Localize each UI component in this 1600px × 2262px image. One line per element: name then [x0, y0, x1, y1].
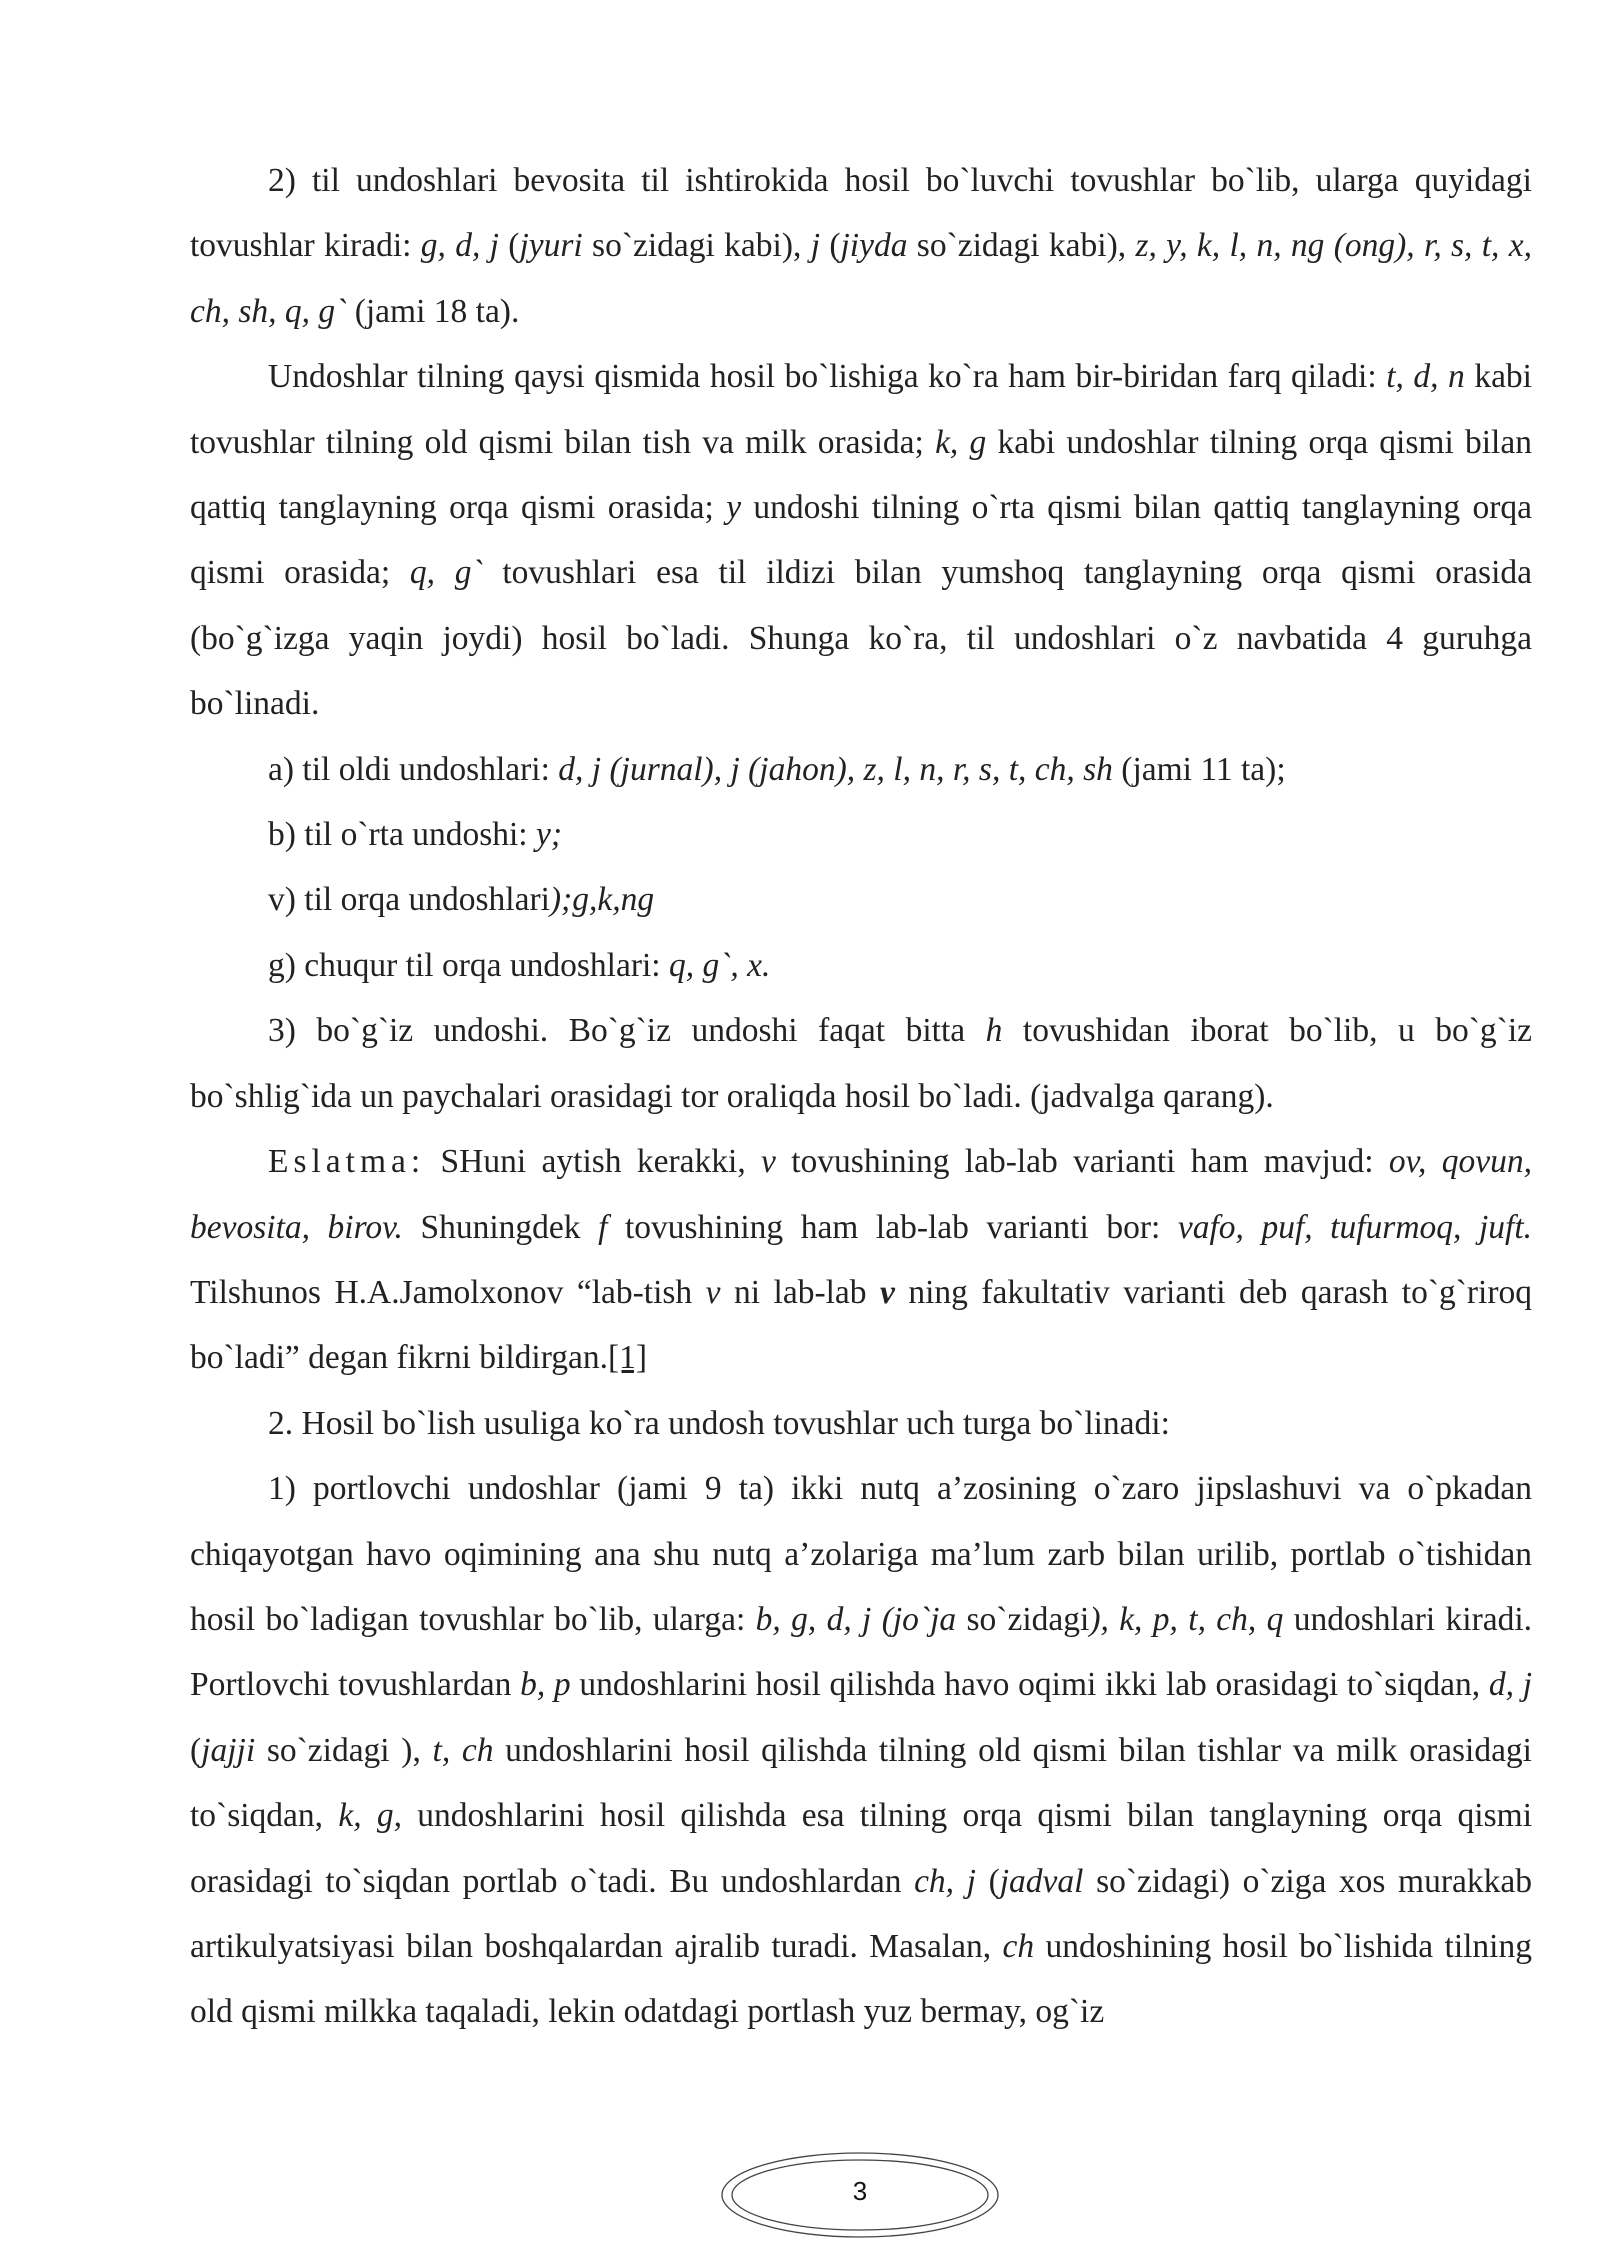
page-footer	[718, 2148, 1002, 2242]
page-number: 3	[852, 2176, 868, 2206]
text-run: ning fakultativ varianti deb qarash to`g`riroq bo`ladi” degan fikrni bildirgan.	[190, 1273, 1532, 1377]
text-run: kabi tovushlar tilning old qismi bilan tish va milk orasida;	[190, 358, 1532, 461]
list-item	[190, 867, 1532, 932]
text-run: (	[498, 227, 520, 265]
text-run: kabi undoshlar tilning orqa qismi bilan qattiq tanglayning orqa qismi orasida;	[190, 423, 1532, 527]
text-run: tovushining lab-lab varianti ham mavjud:	[775, 1143, 1389, 1181]
text-run: 2) til undoshlari bevosita til ishtirokida hosil bo`luvchi tovushlar bo`lib, ularga quyidagi tovushlar kiradi:	[190, 162, 1532, 265]
example-text: t, d, n	[1386, 358, 1465, 396]
example-text: b, g, d, j (jo`ja	[755, 1600, 957, 1638]
example-text: h	[985, 1012, 1003, 1050]
paragraph	[190, 148, 1532, 344]
example-text: ch	[1002, 1927, 1035, 1965]
note-paragraph	[190, 1129, 1532, 1391]
example-text: y	[726, 489, 742, 527]
example-text: ), k, p, t, ch, q	[1089, 1600, 1284, 1638]
example-text: d, j (jurnal), j (jahon), z, l, n, r, s, t, ch, sh	[558, 750, 1113, 788]
text-run: 1) portlovchi undoshlar (jami 9 ta) ikki nutq a’zosining o`zaro jipslashuvi va o`pkadan chiqayotgan havo oqimining ana shu nutq a’zolariga ma’lum zarb bilan urilib, portlab o`tishidan hosil bo`ladigan tovushlar bo`lib, ularga:	[190, 1470, 1532, 1638]
example-text: ch, j	[914, 1862, 976, 1900]
text-run: SHuni aytish kerakki,	[425, 1143, 762, 1181]
list-item	[190, 737, 1532, 802]
example-text: k, g,	[338, 1797, 402, 1835]
text-run: Shuningdek	[402, 1208, 599, 1246]
example-text: k, g	[935, 423, 987, 461]
text-run: undoshlarini hosil qilishda havo oqimi ikki lab orasidagi to`siqdan,	[570, 1666, 1489, 1704]
paragraph	[190, 1456, 1532, 2045]
list-item	[190, 933, 1532, 998]
text-run: g) chuqur til orqa undoshlari:	[268, 946, 669, 984]
text-run: so`zidagi kabi),	[907, 227, 1136, 265]
document-body	[190, 148, 1532, 2045]
text-run: so`zidagi kabi),	[582, 227, 811, 265]
example-text: jyuri	[519, 227, 583, 265]
text-run: v) til orqa undoshlari	[268, 881, 550, 919]
text-run: 2. Hosil bo`lish usuliga ko`ra undosh tovushlar uch turga bo`linadi:	[268, 1404, 1170, 1442]
example-text: v	[880, 1273, 895, 1311]
text-run: (	[975, 1862, 1000, 1900]
example-text: jajji	[201, 1731, 256, 1769]
text-run: so`zidagi	[956, 1600, 1090, 1638]
example-text: d, j	[1488, 1666, 1533, 1704]
text-run: undoshi tilning o`rta qismi bilan qattiq tanglayning orqa qismi orasida;	[190, 489, 1533, 592]
example-text: v	[705, 1273, 721, 1311]
text-run: (jami 11 ta);	[1112, 750, 1286, 788]
example-text: jiyda	[840, 227, 908, 265]
example-text: t, ch	[432, 1731, 494, 1769]
text-run: undoshlari kiradi. Portlovchi tovushlardan	[190, 1600, 1533, 1704]
example-text: q, g`, x.	[669, 946, 771, 984]
text-run: Tilshunos H.A.Jamolxonov “lab-tish	[190, 1273, 706, 1311]
example-text: b, p	[520, 1666, 571, 1704]
text-run: so`zidagi) o`ziga xos murakkab artikulyatsiyasi bilan boshqalardan ajralib turadi. Masalan,	[190, 1862, 1533, 1965]
paragraph	[190, 344, 1532, 736]
text-run: ni lab-lab	[720, 1273, 881, 1311]
text-run: (	[820, 227, 841, 265]
example-text: jadval	[999, 1862, 1084, 1900]
text-run: (	[190, 1731, 202, 1769]
example-text: g, d, j	[420, 227, 499, 265]
text-run: so`zidagi ),	[255, 1731, 433, 1769]
example-text: f	[598, 1208, 608, 1246]
example-text: vafo, puf, tufurmoq, juft.	[1177, 1208, 1532, 1246]
example-text: v	[761, 1143, 776, 1181]
text-run: undoshlarini hosil qilishda esa tilning orqa qismi bilan tanglayning orqa qismi orasidagi to`siqdan portlab o`tadi. Bu undoshlardan	[190, 1797, 1532, 1900]
list-item	[190, 802, 1532, 867]
text-run: tovushlari esa til ildizi bilan yumshoq tanglayning orqa qismi orasida (bo`g`izga yaqin joydi) hosil bo`ladi. Shunga ko`ra, til undoshlari o`z navbatida 4 guruhga bo`linadi.	[190, 554, 1532, 723]
example-text: q, g`	[409, 554, 483, 592]
text-run: (jami 18 ta).	[346, 292, 520, 330]
paragraph	[190, 1391, 1532, 1456]
example-text: j	[810, 227, 821, 265]
text-run: undoshining hosil bo`lishida tilning old qismi milkka taqaladi, lekin odatdagi portlash yuz bermay, og`iz	[190, 1927, 1532, 2031]
example-text: y;	[535, 816, 562, 854]
paragraph	[190, 998, 1532, 1129]
example-text: z, y, k, l, n, ng (ong), r, s, t, x, ch, sh, q, g`	[190, 227, 1532, 330]
text-run: b) til o`rta undoshi:	[268, 816, 536, 854]
note-label: Eslatma:	[268, 1143, 426, 1181]
text-run: a) til oldi undoshlari:	[268, 750, 559, 788]
text-run: 3) bo`g`iz undoshi. Bo`g`iz undoshi faqat bitta	[268, 1012, 986, 1050]
text-run: undoshlarini hosil qilishda tilning old qismi bilan tishlar va milk orasidagi to`siqdan,	[190, 1731, 1532, 1835]
example-text: ov, qovun, bevosita, birov.	[190, 1143, 1532, 1246]
text-run: tovushining ham lab-lab varianti bor:	[607, 1208, 1178, 1246]
footnote-link[interactable]: [1]	[608, 1339, 648, 1377]
text-run: tovushidan iborat bo`lib, u bo`g`iz bo`shlig`ida un paychalari orasidagi tor oraliqda hosil bo`ladi. (jadvalga qarang).	[190, 1012, 1533, 1115]
example-text: );g,k,ng	[549, 881, 655, 919]
text-run: Undoshlar tilning qaysi qismida hosil bo`lishiga ko`ra ham bir-biridan farq qiladi:	[268, 358, 1387, 396]
